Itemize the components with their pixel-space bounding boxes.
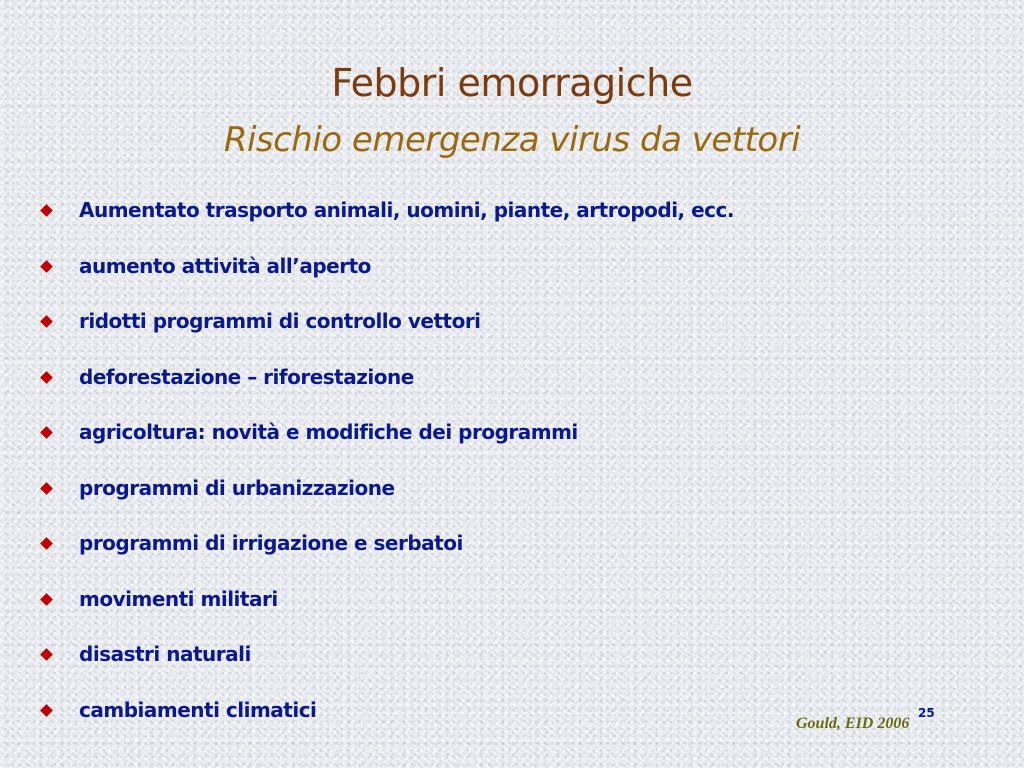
diamond-bullet-icon bbox=[40, 371, 53, 384]
list-item bbox=[40, 359, 734, 415]
bullet-text: ridotti programmi di controllo vettori bbox=[79, 309, 481, 333]
list-item bbox=[40, 636, 734, 692]
diamond-bullet-icon bbox=[40, 537, 53, 550]
diamond-bullet-icon bbox=[40, 593, 53, 606]
list-item bbox=[40, 692, 734, 748]
source-citation: Gould, EID 2006 bbox=[796, 715, 910, 732]
diamond-bullet-icon bbox=[40, 204, 53, 217]
bullet-text: aumento attività all’aperto bbox=[79, 253, 371, 278]
bullet-list bbox=[40, 192, 734, 747]
diamond-bullet-icon bbox=[40, 704, 53, 717]
list-item bbox=[40, 525, 734, 581]
bullet-text: disastri naturali bbox=[79, 642, 251, 666]
bullet-text: agricoltura: novità e modifiche dei programmi bbox=[79, 420, 578, 444]
list-item bbox=[40, 303, 734, 359]
diamond-bullet-icon bbox=[40, 482, 53, 495]
diamond-bullet-icon bbox=[40, 315, 53, 328]
page-number: 25 bbox=[918, 706, 935, 720]
list-item bbox=[40, 414, 734, 470]
list-item bbox=[40, 581, 734, 637]
list-item bbox=[40, 192, 734, 248]
slide-subtitle: Rischio emergenza virus da vettori bbox=[223, 120, 801, 160]
slide-title: Febbri emorragiche bbox=[331, 61, 693, 105]
bullet-text: movimenti militari bbox=[79, 586, 278, 611]
list-item bbox=[40, 248, 734, 304]
list-item bbox=[40, 470, 734, 526]
bullet-text: cambiamenti climatici bbox=[79, 697, 317, 722]
diamond-bullet-icon bbox=[40, 426, 53, 439]
diamond-bullet-icon bbox=[40, 260, 53, 273]
diamond-bullet-icon bbox=[40, 648, 53, 661]
bullet-text: Aumentato trasporto animali, uomini, piante, artropodi, ecc. bbox=[79, 198, 734, 222]
bullet-text: programmi di urbanizzazione bbox=[79, 475, 395, 500]
bullet-text: deforestazione – riforestazione bbox=[79, 364, 414, 389]
bullet-text: programmi di irrigazione e serbatoi bbox=[79, 531, 463, 555]
